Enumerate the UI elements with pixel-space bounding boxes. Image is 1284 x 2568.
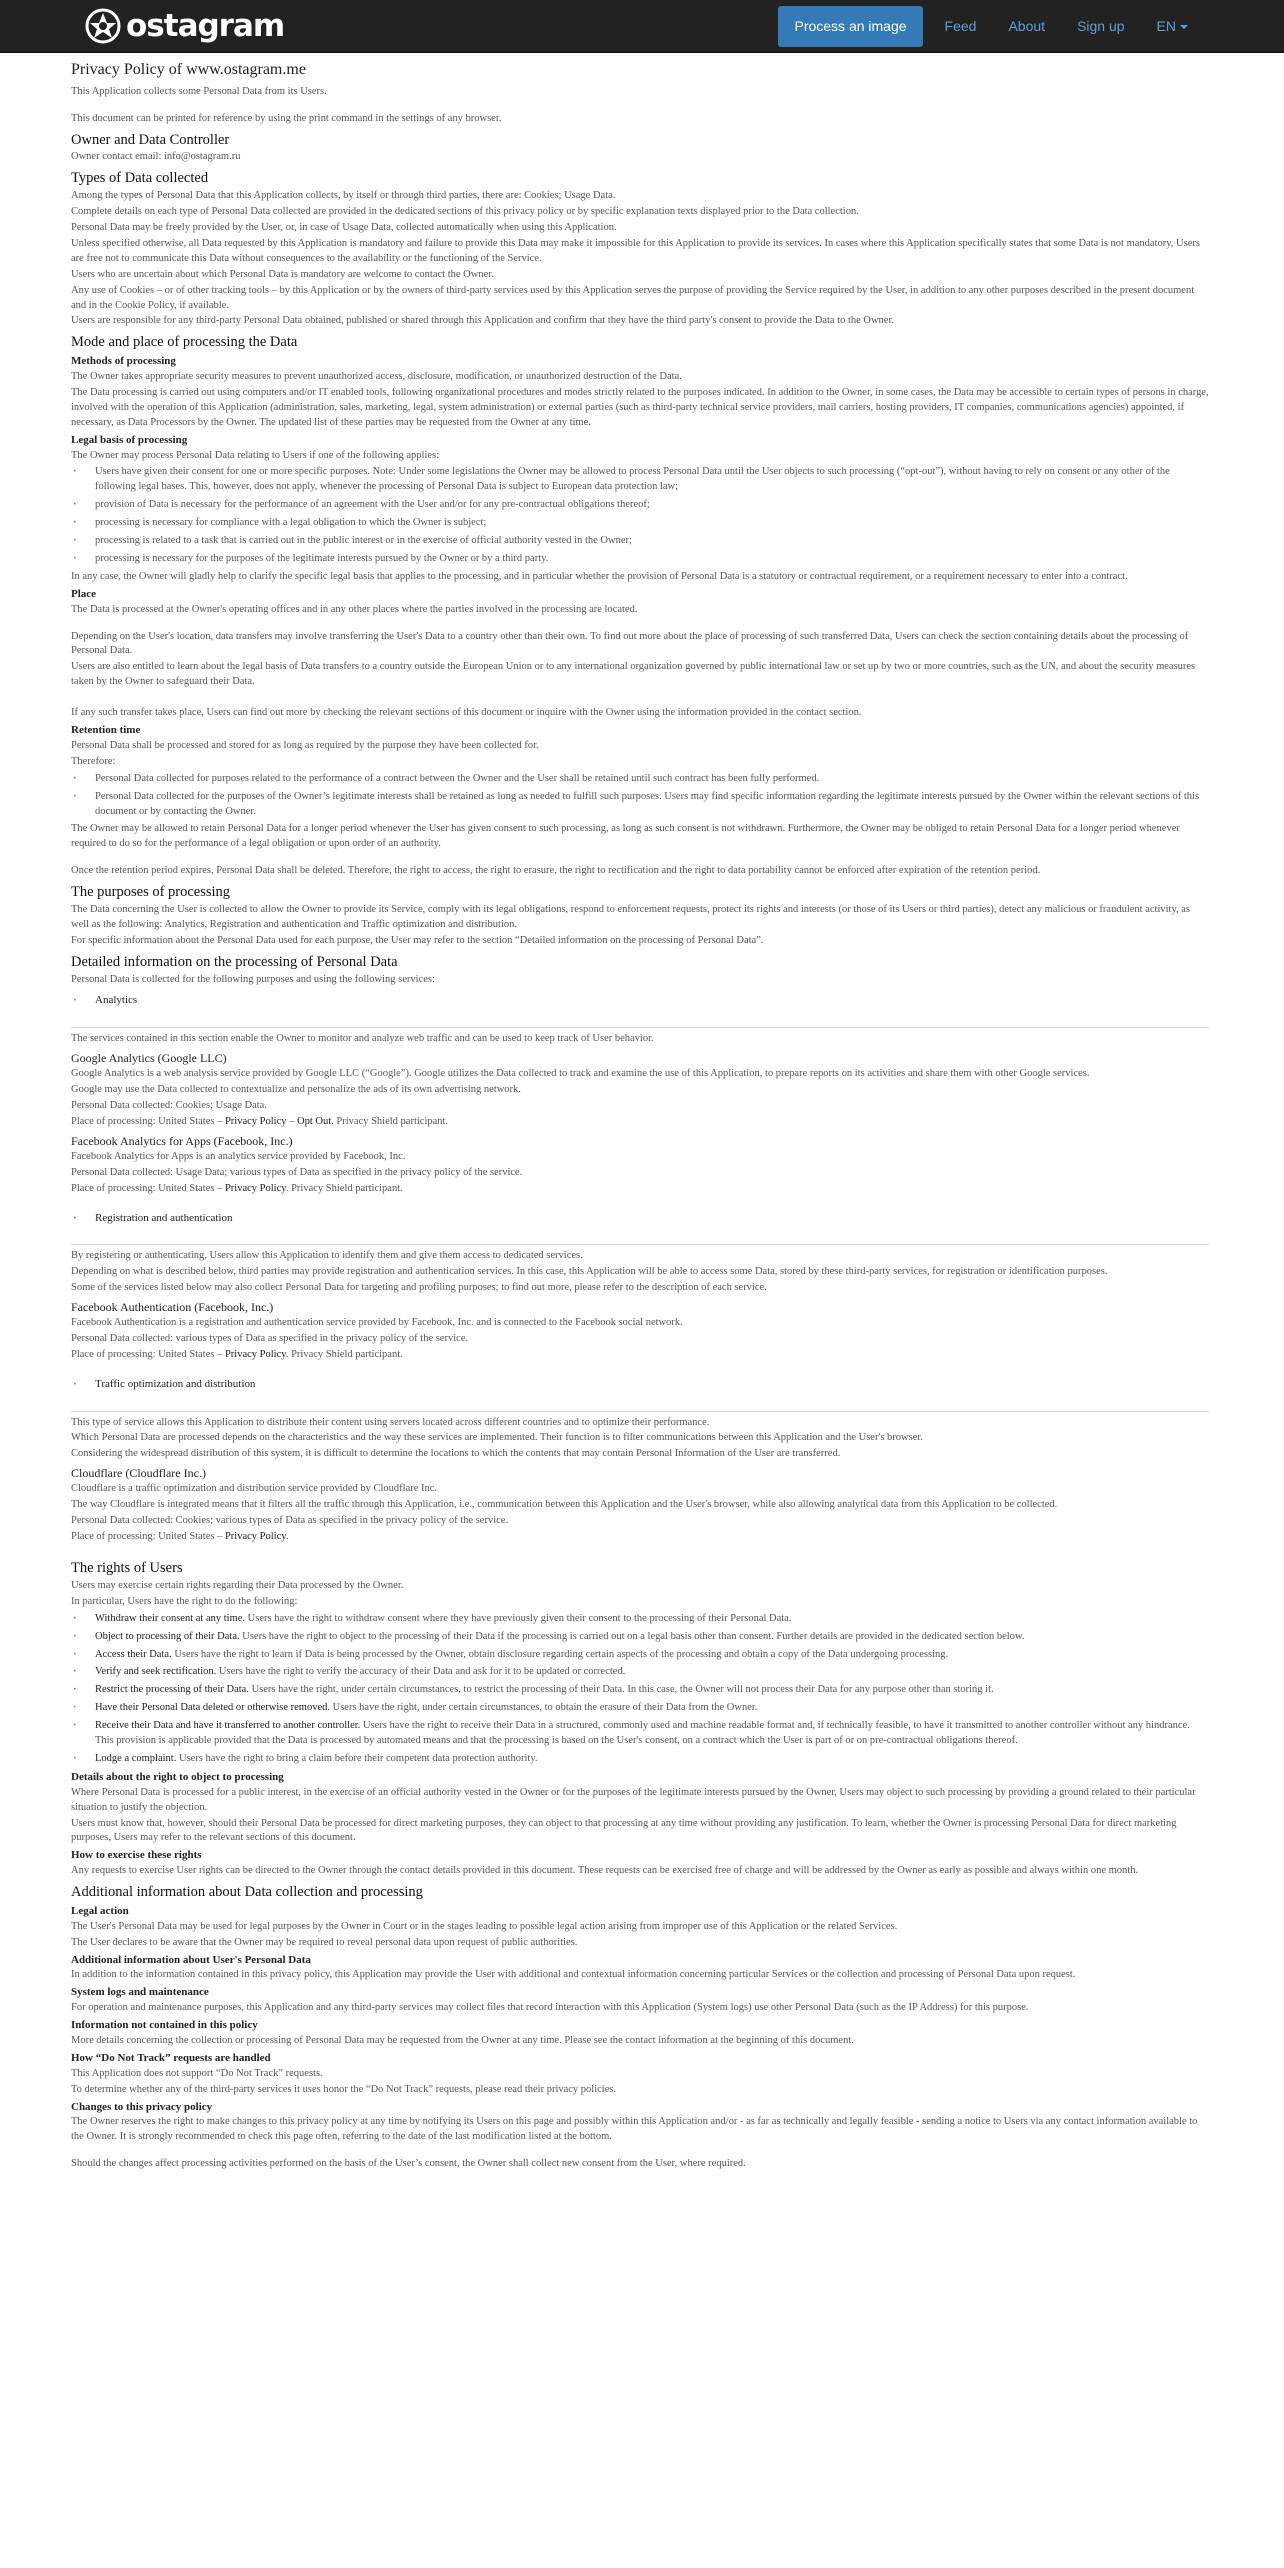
list-item: · Users have given their consent for one or more specific purposes. Note: Under some legislations the Owner may be allowed to process Personal Data until the User objects to such processing (“opt-out”), without having to rely on consent or any other of the following legal bases. This, however, does not apply, whenever the processing of Personal Data is subject to European data protection law; [95,465,1209,495]
retention-heading: Retention time [71,724,141,737]
service-category-registration[interactable]: · Registration and authentication [71,1211,1209,1227]
place-suffix: . Privacy Shield participant. [285,1182,403,1194]
privacy-policy-document [71,60,1209,2173]
mode-heading: Mode and place of processing the Data [71,334,298,351]
retention-paragraph: Personal Data shall be processed and stored for as long as required by the purpose they have been collected for. [71,739,539,751]
list-item [95,1612,1209,1627]
rights-paragraph: Users may exercise certain rights regarding their Data processed by the Owner. [71,1579,404,1591]
registration-paragraph: By registering or authenticating, Users allow this Application to identify them and give them access to dedicated services. [71,1250,583,1262]
nav-feed-link[interactable]: Feed [944,17,977,34]
facebook-auth-heading: Facebook Authentication (Facebook, Inc.) [71,1300,274,1315]
purposes-heading: The purposes of processing [71,884,231,901]
retention-list [71,772,1209,820]
detailed-intro: Personal Data is collected for the following purposes and using the following services: [71,973,435,985]
do-not-track-paragraph: This Application does not support “Do Not Track” requests. [71,2067,323,2079]
analytics-description: The services contained in this section enable the Owner to monitor and analyze web traffic and can be used to keep track of User behavior. [71,1033,654,1045]
rights-paragraph: In particular, Users have the right to do the following: [71,1595,298,1607]
list-item [95,1630,1209,1645]
top-navbar [0,0,1284,53]
right-text: Users have the right to receive their Data in a structured, commonly used and machine readable format and, if technically feasible, to have it transmitted to another controller without any hindrance. This provision is applicable provided that the Data is processed by automated means and that the processing is based on the User's consent, on a contract which the User is part of or on pre-contractual obligations thereof. [95,1720,1190,1747]
right-title: Restrict the processing of their Data. [95,1684,249,1696]
facebook-auth-place [71,1348,1209,1363]
changes-paragraph: Should the changes affect processing activities performed on the basis of the User’s consent, the Owner shall collect new consent from the User, where required. [71,2158,746,2170]
list-item: · provision of Data is necessary for the performance of an agreement with the User and/or for any pre-contractual obligations thereof; [95,498,1209,513]
print-note: This document can be printed for reference by using the print command in the settings of any browser. [71,112,502,124]
facebook-analytics-paragraph: Personal Data collected: Usage Data; various types of Data as specified in the privacy policy of the service. [71,1166,523,1178]
page-title: Privacy Policy of www.ostagram.me [71,61,306,78]
place-prefix: Place of processing: United States – [71,1531,225,1543]
purposes-paragraph: For specific information about the Personal Data used for each purpose, the User may refer to the section “Detailed information on the processing of Personal Data”. [71,934,764,946]
retention-therefore: Therefore: [71,755,116,767]
right-title: Lodge a complaint. [95,1752,177,1764]
do-not-track-paragraph: To determine whether any of the third-party services it uses honor the “Do Not Track” requests, please read their privacy policies. [71,2083,617,2095]
place-suffix: . Privacy Shield participant. [285,1349,403,1361]
list-item [95,1648,1209,1663]
language-label: EN [1156,17,1176,34]
nav-menu [778,5,1204,47]
list-item: · Personal Data collected for the purposes of the Owner’s legitimate interests shall be retained as long as needed to fulfill such purposes. Users may find specific information regarding the legitimate interests pursued by the Owner within the relevant sections of this document or by contacting the Owner. [95,790,1209,820]
methods-paragraph: The Owner takes appropriate security measures to prevent unauthorized access, disclosure, modification, or unauthorized destruction of the Data. [71,371,682,383]
owner-heading: Owner and Data Controller [71,131,230,148]
right-text: Users have the right to withdraw consent where they have previously given their consent to the processing of their Personal Data. [245,1612,792,1624]
place-prefix: Place of processing: United States – [71,1349,225,1361]
not-contained-heading: Information not contained in this policy [71,2019,258,2032]
legal-action-paragraph: The User declares to be aware that the Owner may be required to reveal personal data upon request of public authorities. [71,1936,578,1948]
right-text: Users have the right to learn if Data is being processed by the Owner, obtain disclosure regarding certain aspects of the processing and obtain a copy of the Data undergoing processing. [171,1648,949,1660]
facebook-auth-paragraph: Facebook Authentication is a registration and authentication service provided by Facebook, Inc. and is connected to the Facebook social network. [71,1317,683,1329]
methods-heading: Methods of processing [71,355,176,368]
types-paragraph: Complete details on each type of Personal Data collected are provided in the dedicated sections of this privacy policy or by specific explanation texts displayed prior to the Data collection. [71,206,859,218]
right-text: Users have the right to verify the accuracy of their Data and ask for it to be updated or corrected. [216,1666,626,1678]
types-heading: Types of Data collected [71,170,209,187]
list-item: · processing is related to a task that is carried out in the public interest or in the exercise of official authority vested in the Owner; [95,534,1209,549]
place-suffix: . Privacy Shield participant. [331,1115,449,1127]
object-paragraph: Where Personal Data is processed for a public interest, in the exercise of an official authority vested in the Owner or for the purposes of the legitimate interests pursued by the Owner, Users may object to such processing by providing a ground related to their particular situation to justify the objection. [71,1786,1196,1813]
retention-paragraph: The Owner may be allowed to retain Personal Data for a longer period whenever the User has given consent to such processing, as long as such consent is not withdrawn. Furthermore, the Owner may be obliged to retain Personal Data for a longer period whenever required to do so for the performance of a legal obligation or upon order of an authority. [71,823,1180,850]
list-item [95,1665,1209,1680]
place-prefix: Place of processing: United States – [71,1115,225,1127]
rights-list [71,1612,1209,1767]
section-divider [71,1027,1209,1028]
right-title: Receive their Data and have it transferred to another controller. [95,1720,361,1732]
right-title: Object to processing of their Data. [95,1630,240,1642]
list-item [95,1752,1209,1767]
registration-paragraph: Depending on what is described below, third parties may provide registration and authentication services. In this case, this Application will be able to access some Data, stored by these third-party services, for registration or identification purposes. [71,1266,1108,1278]
nav-signup-link[interactable]: Sign up [1077,17,1125,34]
service-category-traffic[interactable]: · Traffic optimization and distribution [71,1377,1209,1393]
legal-basis-list [71,465,1209,566]
types-paragraph: Unless specified otherwise, all Data requested by this Application is mandatory and failure to provide this Data may make it impossible for this Application to provide its services. In cases where this Application specifically states that some Data is not mandatory, Users are free not to communicate this Data without consequences to the availability or the functioning of the Service. [71,237,1200,264]
list-item [95,1719,1209,1749]
cloudflare-paragraph: Personal Data collected: Cookies; various types of Data as specified in the privacy policy of the service. [71,1515,509,1527]
right-title: Verify and seek rectification. [95,1666,217,1678]
traffic-paragraph: Which Personal Data are processed depends on the characteristics and the way these services are implemented. Their function is to filter communications between this Application and the User's browser. [71,1432,923,1444]
section-divider [71,1244,1209,1245]
types-paragraph: Users who are uncertain about which Personal Data is mandatory are welcome to contact the Owner. [71,268,494,280]
exercise-paragraph: Any requests to exercise User rights can be directed to the Owner through the contact details provided in this document. These requests can be exercised free of charge and will be addressed by the Owner as early as possible and always within one month. [71,1865,1139,1877]
process-image-button[interactable]: Process an image [778,6,922,47]
list-item: · processing is necessary for compliance with a legal obligation to which the Owner is subject; [95,516,1209,531]
registration-paragraph: Some of the services listed below may also collect Personal Data for targeting and profiling purposes; to find out more, please refer to the description of each service. [71,1282,767,1294]
changes-paragraph: The Owner reserves the right to make changes to this privacy policy at any time by notifying its Users on this page and possibly within this Application and/or - as far as technically and legally feasible - sending a notice to Users via any contact information available to the Owner. It is strongly recommended to check this page often, referring to the date of the last modification listed at the bottom. [71,2116,1198,2143]
privacy-policy-link[interactable]: Privacy Policy [224,1531,286,1543]
do-not-track-heading: How “Do Not Track” requests are handled [71,2051,271,2064]
right-text: Users have the right, under certain circumstances, to obtain the erasure of their Data from the Owner. [330,1702,758,1714]
object-paragraph: Users must know that, however, should their Personal Data be processed for direct marketing purposes, they can object to that processing at any time without providing any justification. To learn, whether the Owner is processing Personal Data for direct marketing purposes, Users may refer to the relevant sections of this document. [71,1817,1177,1844]
place-prefix: Place of processing: United States – [71,1182,225,1194]
privacy-policy-link[interactable]: Privacy Policy [224,1115,287,1127]
additional-info-heading: Additional information about User's Personal Data [71,1953,311,1966]
not-contained-paragraph: More details concerning the collection or processing of Personal Data may be requested from the Owner at any time. Please see the contact information at the beginning of this document. [71,2034,854,2046]
language-dropdown[interactable] [1141,6,1204,47]
service-category-analytics[interactable]: · Analytics [71,993,1209,1009]
place-suffix: . [285,1531,289,1543]
additional-heading: Additional information about Data collection and processing [71,1884,423,1901]
detailed-heading: Detailed information on the processing of Personal Data [71,953,398,970]
brand-logo[interactable] [84,6,284,46]
privacy-policy-link[interactable]: Privacy Policy [224,1182,286,1194]
types-paragraph: Personal Data may be freely provided by the User, or, in case of Usage Data, collected automatically when using this Application. [71,222,617,234]
traffic-paragraph: This type of service allows this Application to distribute their content using servers located across different countries and to optimize their performance. [71,1416,710,1428]
rights-heading: The rights of Users [71,1560,183,1577]
facebook-analytics-place [71,1182,1209,1197]
opt-out-link[interactable]: Opt Out [297,1115,332,1127]
retention-paragraph: Once the retention period expires, Personal Data shall be deleted. Therefore, the right to access, the right to erasure, the right to rectification and the right to data portability cannot be enforced after expiration of the retention period. [71,865,1041,877]
facebook-auth-paragraph: Personal Data collected: various types of Data as specified in the privacy policy of the service. [71,1333,469,1345]
additional-info-paragraph: In addition to the information contained in this privacy policy, this Application may provide the User with additional and contextual information concerning particular Services or the collection and processing of Personal Data upon request. [71,1969,1076,1981]
cloudflare-paragraph: Cloudflare is a traffic optimization and distribution service provided by Cloudflare Inc. [71,1483,438,1495]
system-logs-paragraph: For operation and maintenance purposes, this Application and any third-party services may collect files that record interaction with this Application (System logs) use other Personal Data (such as the IP Address) for this purpose. [71,2002,1029,2014]
purposes-paragraph: The Data concerning the User is collected to allow the Owner to provide its Service, comply with its legal obligations, respond to enforcement requests, protect its rights and interests (or those of its Users or third parties), detect any malicious or fraudulent activity, as well as the following: Analytics, Registration and authentication and Traffic optimization and distribution. [71,903,1191,930]
list-item: · processing is necessary for the purposes of the legitimate interests pursued by the Owner or by a third party. [95,552,1209,567]
google-analytics-place [71,1115,1209,1130]
facebook-analytics-heading: Facebook Analytics for Apps (Facebook, Inc.) [71,1133,293,1148]
types-paragraph: Users are responsible for any third-party Personal Data obtained, published or shared through this Application and confirm that they have the third party's consent to provide the Data to the Owner. [71,315,895,327]
list-item: · Personal Data collected for purposes related to the performance of a contract between the Owner and the User shall be retained until such contract has been fully performed. [95,772,1209,787]
cloudflare-place [71,1530,1209,1545]
right-text: Users have the right, under certain circumstances, to restrict the processing of their Data. In this case, the Owner will not process their Data for any purpose other than storing it. [248,1684,994,1696]
ostagram-logo-icon [84,7,122,45]
legal-basis-heading: Legal basis of processing [71,433,188,446]
place-paragraph: If any such transfer takes place, Users can find out more by checking the relevant sections of this document or inquire with the Owner using the information provided in the contact section. [71,707,862,719]
object-heading: Details about the right to object to processing [71,1770,284,1783]
owner-email: Owner contact email: info@ostagram.ru [71,151,241,163]
place-heading: Place [71,587,97,600]
methods-paragraph: The Data processing is carried out using computers and/or IT enabled tools, following organizational procedures and modes strictly related to the purposes indicated. In addition to the Owner, in some cases, the Data may be accessible to certain types of persons in charge, involved with the operation of this Application (administration, sales, marketing, legal, system administration) or external parties (such as third-party technical service providers, mail carriers, hosting providers, IT companies, communications agencies) appointed, if necessary, as Data Processors by the Owner. The updated list of these parties may be requested from the Owner at any time. [71,386,1209,428]
caret-down-icon [1180,25,1188,29]
right-title: Withdraw their consent at any time. [95,1612,246,1624]
brand-name: ostagram [126,8,285,44]
system-logs-heading: System logs and maintenance [71,1986,209,1999]
nav-about-link[interactable]: About [1008,17,1046,34]
google-analytics-paragraph: Google may use the Data collected to contextualize and personalize the ads of its own advertising network. [71,1084,521,1096]
types-paragraph: Among the types of Personal Data that this Application collects, by itself or through third parties, there are: Cookies; Usage Data. [71,190,616,202]
list-item [95,1701,1209,1716]
legal-basis-outro: In any case, the Owner will gladly help to clarify the specific legal basis that applies to the processing, and in particular whether the provision of Personal Data is a statutory or contractual requirement, or a requirement necessary to enter into a contract. [71,570,1128,582]
place-paragraph: Depending on the User's location, data transfers may involve transferring the User's Data to a country other than their own. To find out more about the place of processing of such transferred Data, Users can check the section containing details about the processing of Personal Data. [71,630,1189,657]
legal-basis-intro: The Owner may process Personal Data relating to Users if one of the following applies: [71,449,439,461]
changes-heading: Changes to this privacy policy [71,2100,213,2113]
privacy-policy-link[interactable]: Privacy Policy [224,1349,286,1361]
cloudflare-paragraph: The way Cloudflare is integrated means that it filters all the traffic through this Application, i.e., communication between this Application and the User's browser, while also allowing analytical data from this Application to be collected. [71,1499,1058,1511]
section-divider [71,1411,1209,1412]
place-paragraph: The Data is processed at the Owner's operating offices and in any other places where the parties involved in the processing are located. [71,603,638,615]
legal-action-heading: Legal action [71,1904,129,1917]
right-title: Access their Data. [95,1648,172,1660]
google-analytics-paragraph: Personal Data collected: Cookies; Usage Data. [71,1099,267,1111]
right-title: Have their Personal Data deleted or otherwise removed. [95,1702,330,1714]
types-paragraph: Any use of Cookies – or of other tracking tools – by this Application or by the owners of third-party services used by this Application serves the purpose of providing the Service required by the User, in addition to any other purposes described in the present document and in the Cookie Policy, if available. [71,284,1195,311]
place-paragraph: Users are also entitled to learn about the legal basis of Data transfers to a country outside the European Union or to any international organization governed by public international law or set up by two or more countries, such as the UN, and about the security measures taken by the Owner to safeguard their Data. [71,661,1196,688]
legal-action-paragraph: The User's Personal Data may be used for legal purposes by the Owner in Court or in the stages leading to possible legal action arising from improper use of this Application or the related Services. [71,1920,898,1932]
place-separator: – [286,1115,298,1127]
traffic-paragraph: Considering the widespread distribution of this system, it is difficult to determine the locations to which the contents that may contain Personal Information of the User are transferred. [71,1448,841,1460]
cloudflare-heading: Cloudflare (Cloudflare Inc.) [71,1466,206,1481]
right-text: Users have the right to object to the processing of their Data if the processing is carried out on a legal basis other than consent. Further details are provided in the dedicated section below. [239,1630,1025,1642]
google-analytics-paragraph: Google Analytics is a web analysis service provided by Google LLC (“Google”). Google utilizes the Data collected to track and examine the use of this Application, to prepare reports on its activities and share them with other Google services. [71,1068,1090,1080]
facebook-analytics-paragraph: Facebook Analytics for Apps is an analytics service provided by Facebook, Inc. [71,1150,406,1162]
intro-text: This Application collects some Personal Data from its Users. [71,85,327,97]
right-text: Users have the right to bring a claim before their competent data protection authority. [176,1752,538,1764]
list-item [95,1683,1209,1698]
exercise-heading: How to exercise these rights [71,1849,202,1862]
google-analytics-heading: Google Analytics (Google LLC) [71,1050,227,1065]
